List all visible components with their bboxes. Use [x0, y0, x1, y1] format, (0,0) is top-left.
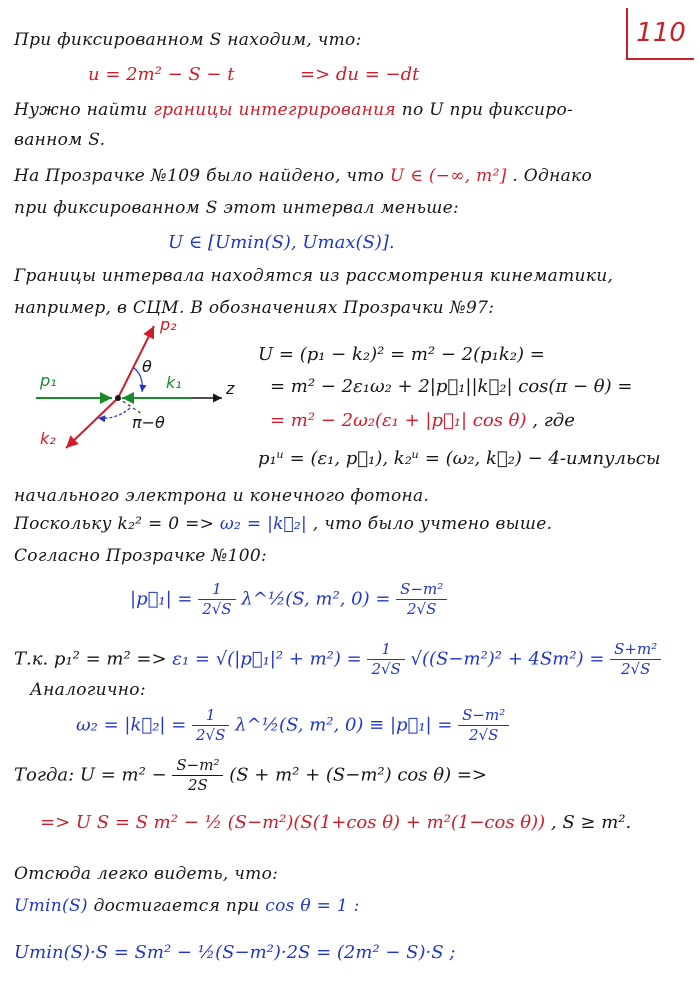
- fraction-denominator: 2√S: [371, 659, 401, 678]
- fraction: [610, 640, 661, 679]
- fraction-denominator: 2√S: [407, 599, 437, 618]
- highlight-formula: cos θ = 1 :: [265, 896, 360, 916]
- text-line: при фиксированном S этот интервал меньше:: [14, 198, 460, 218]
- k2-label: k₂: [40, 429, 56, 448]
- fraction: [458, 706, 509, 745]
- text-line: Отсюда легко видеть, что:: [14, 864, 279, 884]
- fraction: [396, 580, 447, 619]
- text-line: Границы интервала находятся из рассмотрения кинематики,: [14, 266, 614, 286]
- z-axis-label: z: [226, 379, 235, 398]
- fraction-denominator: 2S: [188, 775, 208, 794]
- fraction-numerator: 1: [192, 706, 229, 726]
- fraction: [192, 706, 229, 745]
- fraction-numerator: S−m²: [172, 756, 223, 776]
- text-fragment: ω₂ = |k⃗₂| =: [76, 714, 192, 736]
- fraction-numerator: 1: [198, 580, 235, 600]
- text-fragment: , где: [532, 410, 575, 431]
- text-fragment: |p⃗₁| =: [130, 588, 199, 610]
- text-fragment: по U при фиксиро-: [401, 100, 574, 120]
- fraction-numerator: S−m²: [396, 580, 447, 600]
- text-line: [14, 896, 360, 916]
- fraction-numerator: S−m²: [458, 706, 509, 726]
- formula-line: [270, 410, 575, 431]
- k2-vector-arrow: [66, 398, 118, 448]
- pi-minus-theta-label: π−θ: [132, 413, 165, 432]
- formula-line: p₁ᵘ = (ε₁, p⃗₁), k₂ᵘ = (ω₂, k⃗₂) − 4-импульсы: [258, 448, 661, 469]
- text-fragment: , S ≥ m².: [550, 812, 632, 833]
- text-line: [14, 514, 552, 534]
- formula-omega: [76, 706, 509, 745]
- text-fragment: , что было учтено выше.: [312, 514, 553, 534]
- formula-then: [14, 756, 487, 795]
- fraction-denominator: 2√S: [196, 725, 226, 744]
- text-line: Согласно Прозрачке №100:: [14, 546, 268, 566]
- formula-us: [40, 812, 631, 833]
- text-fragment: . Однако: [512, 166, 593, 186]
- page-number-badge: 110: [626, 8, 694, 60]
- text-line: [14, 100, 573, 120]
- kinematics-diagram: [26, 300, 246, 470]
- text-line: например, в СЦМ. В обозначениях Прозрачки №97:: [14, 298, 495, 318]
- p2-label: p₂: [160, 315, 177, 334]
- formula-u: u = 2m² − S − t: [88, 64, 235, 85]
- text-fragment: достигается при: [93, 896, 260, 916]
- fraction-denominator: 2√S: [202, 599, 232, 618]
- highlight-text: границы интегрирования: [153, 100, 396, 120]
- formula-line: = m² − 2ε₁ω₂ + 2|p⃗₁||k⃗₂| cos(π − θ) =: [270, 376, 633, 397]
- collision-point: [115, 395, 121, 401]
- fraction-denominator: 2√S: [620, 659, 651, 678]
- text-line: Аналогично:: [30, 680, 146, 700]
- fraction: [172, 756, 223, 795]
- fraction-numerator: S+m²: [610, 640, 661, 660]
- highlight-formula: Umin(S): [14, 896, 88, 916]
- highlight-formula: => U S = S m² − ½ (S−m²)(S(1+cos θ) + m²(1−cos θ)): [40, 812, 546, 833]
- formula-umin: Umin(S)·S = Sm² − ½(S−m²)·2S = (2m² − S)·S ;: [14, 942, 456, 963]
- p1-label: p₁: [40, 371, 57, 390]
- text-line: начального электрона и конечного фотона.: [14, 486, 430, 506]
- text-fragment: Тогда: U = m² −: [14, 764, 173, 786]
- interval-highlight: U ∈ (−∞, m²]: [389, 166, 507, 186]
- highlight-formula: ω₂ = |k⃗₂|: [219, 514, 308, 534]
- text-fragment: Поскольку k₂² = 0 =>: [14, 514, 215, 534]
- text-fragment: Нужно найти: [14, 100, 148, 120]
- fraction: [367, 640, 404, 679]
- text-fragment: (S + m² + (S−m²) cos θ) =>: [229, 764, 487, 786]
- formula-du: => du = −dt: [300, 64, 420, 85]
- text-line: [14, 166, 592, 186]
- theta-label: θ: [142, 357, 152, 376]
- formula-epsilon: [14, 640, 661, 679]
- formula-p1-magnitude: [130, 580, 447, 619]
- text-fragment: λ^½(S, m², 0) =: [241, 588, 397, 610]
- highlight-formula: = m² − 2ω₂(ε₁ + |p⃗₁| cos θ): [270, 410, 527, 431]
- fraction-denominator: 2√S: [468, 725, 499, 744]
- text-line: ванном S.: [14, 130, 106, 150]
- fraction: [198, 580, 235, 619]
- text-fragment: Т.к. p₁² = m² =>: [14, 648, 173, 670]
- k1-label: k₁: [166, 373, 182, 392]
- dashed-extension: [118, 398, 142, 414]
- text-fragment: λ^½(S, m², 0) ≡ |p⃗₁| =: [235, 714, 459, 736]
- text-line: При фиксированном S находим, что:: [14, 30, 362, 50]
- fraction-numerator: 1: [367, 640, 404, 660]
- formula-interval: U ∈ [Umin(S), Umax(S)].: [168, 232, 395, 253]
- text-fragment: На Прозрачке №109 было найдено, что: [14, 166, 385, 186]
- text-fragment: √((S−m²)² + 4Sm²) =: [404, 648, 611, 670]
- text-fragment: ε₁ = √(|p⃗₁|² + m²) =: [172, 648, 368, 670]
- formula-line: U = (p₁ − k₂)² = m² − 2(p₁k₂) =: [258, 344, 545, 365]
